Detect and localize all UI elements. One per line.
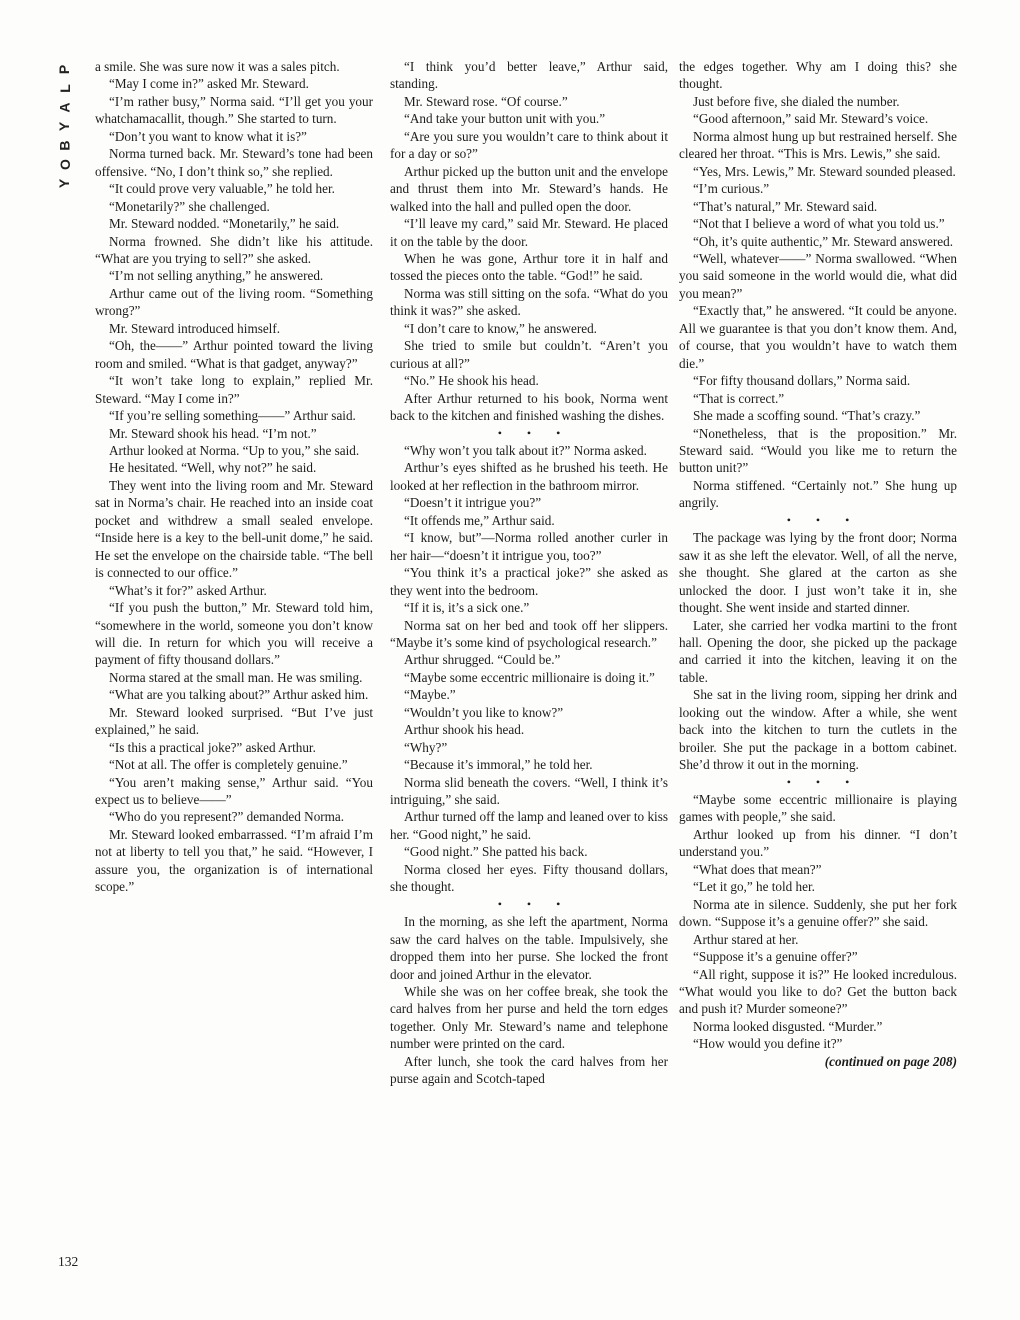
paragraph: “I’m not selling anything,” he answered. xyxy=(109,268,324,284)
paragraph: Mr. Steward shook his head. “I’m not.” xyxy=(109,425,317,441)
paragraph: “Because it’s immoral,” he told her. xyxy=(404,757,593,773)
paragraph: Norma stiffened. “Certainly not.” She hung up angrily. xyxy=(679,477,957,511)
paragraph: Norma sat on her bed and took off her slippers. “Maybe it’s some kind of psychological research.” xyxy=(390,617,668,650)
paragraph: When he was gone, Arthur tore it in half and tossed the pieces onto the table. “God!” he said. xyxy=(390,250,668,284)
text-column-2 xyxy=(390,58,668,1088)
paragraph: “Good night.” She patted his back. xyxy=(404,844,588,860)
paragraph: Norma looked disgusted. “Murder.” xyxy=(693,1018,883,1034)
masthead-letter: L xyxy=(56,84,73,93)
paragraph: “Oh, it’s quite authentic,” Mr. Steward answered. xyxy=(693,233,954,249)
paragraph: Norma almost hung up but restrained herself. She cleared her throat. “This is Mrs. Lewis,” she said. xyxy=(679,128,957,162)
paragraph: “You aren’t making sense,” Arthur said. “You expect us to believe——” xyxy=(95,774,373,808)
paragraph: “May I come in?” asked Mr. Steward. xyxy=(109,76,309,92)
paragraph: Arthur looked up from his dinner. “I don’t understand you.” xyxy=(679,826,957,860)
paragraph: “Exactly that,” he answered. “It could be anyone. All we guarantee is that you don’t know them. And, of course, that you wouldn’t have to watch them die.” xyxy=(679,303,957,371)
paragraph: Arthur’s eyes shifted as he brushed his teeth. He looked at her reflection in the bathroom mirror. xyxy=(390,460,668,493)
section-separator: • • • xyxy=(786,774,861,789)
paragraph: Arthur came out of the living room. “Something wrong?” xyxy=(95,285,373,319)
paragraph: “Nonetheless, that is the proposition.” Mr. Steward said. “Would you like me to return the button unit?” xyxy=(679,425,957,476)
paragraph: He hesitated. “Well, why not?” he said. xyxy=(109,460,317,476)
paragraph: “I’ll leave my card,” said Mr. Steward. He placed it on the table by the door. xyxy=(390,216,668,249)
paragraph: Arthur stared at her. xyxy=(693,931,799,947)
paragraph: “Wouldn’t you like to know?” xyxy=(404,704,564,720)
paragraph: “If you’re selling something——” Arthur said. xyxy=(109,408,356,424)
masthead xyxy=(58,60,72,193)
paragraph: “You think it’s a practical joke?” she asked as they went into the bedroom. xyxy=(390,565,668,598)
paragraph: She tried to smile but couldn’t. “Aren’t you curious at all?” xyxy=(390,338,668,371)
paragraph: “I think you’d better leave,” Arthur said, standing. xyxy=(390,59,668,92)
paragraph: the edges together. Why am I doing this? she thought. xyxy=(679,59,957,92)
paragraph: “Let it go,” he told her. xyxy=(693,879,815,895)
paragraph: Mr. Steward looked surprised. “But I’ve just explained,” he said. xyxy=(95,704,373,738)
masthead-letter: Y xyxy=(56,178,73,189)
section-separator: • • • xyxy=(497,425,572,440)
paragraph: Norma ate in silence. Suddenly, she put her fork down. “Suppose it’s a genuine offer?” she said. xyxy=(679,896,957,930)
paragraph: “What’s it for?” asked Arthur. xyxy=(109,582,267,598)
paragraph: She made a scoffing sound. “That’s crazy.” xyxy=(693,408,921,424)
masthead-letter: P xyxy=(56,64,73,75)
masthead-letter: Y xyxy=(56,121,73,132)
masthead-letter: A xyxy=(56,102,73,113)
paragraph: “Monetarily?” she challenged. xyxy=(109,198,270,214)
paragraph: “Are you sure you wouldn’t care to think about it for a day or so?” xyxy=(390,128,668,162)
paragraph: After lunch, she took the card halves from her purse again and Scotch-taped xyxy=(390,1053,668,1087)
paragraph: Norma turned back. Mr. Steward’s tone had been offensive. “No, I don’t think so,” she replied. xyxy=(95,146,373,179)
page-number: 132 xyxy=(58,1254,79,1269)
paragraph: “It won’t take long to explain,” replied Mr. Steward. “May I come in?” xyxy=(95,373,373,406)
paragraph: “Suppose it’s a genuine offer?” xyxy=(693,949,858,965)
paragraph: “It offends me,” Arthur said. xyxy=(404,512,555,528)
paragraph: Arthur shrugged. “Could be.” xyxy=(404,652,561,668)
paragraph: “That is correct.” xyxy=(693,390,785,406)
paragraph: a smile. She was sure now it was a sales pitch. xyxy=(95,59,340,74)
paragraph: Norma stared at the small man. He was smiling. xyxy=(109,669,363,685)
paragraph: “For fifty thousand dollars,” Norma said. xyxy=(693,373,911,389)
paragraph: Arthur looked at Norma. “Up to you,” she said. xyxy=(109,442,360,458)
paragraph: “If you push the button,” Mr. Steward told him, “somewhere in the world, someone you don’t know will die. In return for which you will receive a payment of fifty thousand dollars.” xyxy=(95,600,373,668)
paragraph: Mr. Steward nodded. “Monetarily,” he said. xyxy=(109,216,340,232)
paragraph: “Not that I believe a word of what you told us.” xyxy=(693,216,945,232)
paragraph: “Good afternoon,” said Mr. Steward’s voice. xyxy=(693,111,929,127)
paragraph: In the morning, as she left the apartment, Norma saw the card halves on the table. Impulsively, she dropped them into her purse. She locked the front door and joined Arthur in the elevator. xyxy=(390,914,668,982)
paragraph: Norma slid beneath the covers. “Well, I think it’s intriguing,” she said. xyxy=(390,774,668,808)
masthead-letter: B xyxy=(56,140,73,151)
paragraph: “Maybe some eccentric millionaire is doing it.” xyxy=(404,669,655,685)
paragraph: “What are you talking about?” Arthur asked him. xyxy=(109,687,369,703)
section-separator: • • • xyxy=(497,896,572,911)
paragraph: “Maybe.” xyxy=(404,687,456,703)
paragraph: “Not at all. The offer is completely genuine.” xyxy=(109,757,348,773)
paragraph: “Is this a practical joke?” asked Arthur. xyxy=(109,739,316,755)
paragraph: “Maybe some eccentric millionaire is playing games with people,” she said. xyxy=(679,792,957,825)
paragraph: “I know, but”—Norma rolled another curler in her hair—“doesn’t it intrigue you, too?” xyxy=(390,530,668,563)
paragraph: “Why won’t you talk about it?” Norma asked. xyxy=(404,442,647,458)
paragraph: The package was lying by the front door; Norma saw it as she left the elevator. Well, of all the nerve, she thought. She glared at the carton as she unlocked the door. I just won’t take it in, she thought. She went inside and started dinner. xyxy=(679,530,957,616)
paragraph: “I’m curious.” xyxy=(693,181,770,197)
section-separator: • • • xyxy=(786,512,861,527)
paragraph: “That’s natural,” Mr. Steward said. xyxy=(693,198,878,214)
paragraph: “Don’t you want to know what it is?” xyxy=(109,128,307,144)
paragraph: Mr. Steward looked embarrassed. “I’m afraid I’m not at liberty to tell you that,” he said. “However, I assure you, the organization is of international scope.” xyxy=(95,826,373,895)
paragraph: “No.” He shook his head. xyxy=(404,373,539,389)
paragraph: After Arthur returned to his book, Norma went back to the kitchen and finished washing the dishes. xyxy=(390,390,668,424)
paragraph: Arthur turned off the lamp and leaned over to kiss her. “Good night,” he said. xyxy=(390,809,668,842)
paragraph: Mr. Steward introduced himself. xyxy=(109,320,281,336)
paragraph: “All right, suppose it is?” He looked incredulous. “What would you like to do? Get the button back and push it? Murder someone?” xyxy=(679,966,957,1017)
paragraph: Norma was still sitting on the sofa. “What do you think it was?” she asked. xyxy=(390,285,668,319)
paragraph: “I’m rather busy,” Norma said. “I’ll get you your whatchamacallit, though.” She started to turn. xyxy=(95,93,373,127)
text-column-1 xyxy=(95,58,373,896)
paragraph: Mr. Steward rose. “Of course.” xyxy=(404,93,568,109)
paragraph: “It could prove very valuable,” he told her. xyxy=(109,181,335,197)
paragraph: Arthur shook his head. xyxy=(404,722,525,738)
paragraph: While she was on her coffee break, she took the card halves from her purse and held the torn edges together. Only Mr. Steward’s name and telephone number were printed on the card. xyxy=(390,984,668,1052)
paragraph: Norma frowned. She didn’t like his attitude. “What are you trying to sell?” she asked. xyxy=(95,233,373,266)
text-column-3 xyxy=(679,58,957,1070)
paragraph: Just before five, she dialed the number. xyxy=(693,93,900,109)
paragraph: “Oh, the——” Arthur pointed toward the living room and smiled. “What is that gadget, anyway?” xyxy=(95,338,373,371)
paragraph: Arthur picked up the button unit and the envelope and thrust them into Mr. Steward’s hands. He walked into the hall and pulled open the door. xyxy=(390,163,668,214)
paragraph: “I don’t care to know,” he answered. xyxy=(404,320,597,336)
paragraph: “If it is, it’s a sick one.” xyxy=(404,600,530,616)
paragraph: “Well, whatever——” Norma swallowed. “When you said someone in the world would die, what did you mean?” xyxy=(679,250,957,301)
paragraph: “Why?” xyxy=(404,739,448,755)
paragraph: “Who do you represent?” demanded Norma. xyxy=(109,809,345,825)
paragraph: They went into the living room and Mr. Steward sat in Norma’s chair. He reached into an inside coat pocket and withdrew a small sealed envelope. “Inside here is a key to the bell-unit dome,” he said. He set the envelope on the chairside table. “The bell is connected to our office.” xyxy=(95,477,373,581)
masthead-letter: O xyxy=(56,159,73,170)
paragraph: “Doesn’t it intrigue you?” xyxy=(404,495,542,511)
continued-note: (continued on page 208) xyxy=(824,1053,957,1069)
paragraph: “And take your button unit with you.” xyxy=(404,111,606,127)
paragraph: “Yes, Mrs. Lewis,” Mr. Steward sounded pleased. xyxy=(693,163,956,179)
paragraph: “How would you define it?” xyxy=(693,1036,843,1052)
paragraph: Norma closed her eyes. Fifty thousand dollars, she thought. xyxy=(390,861,668,895)
paragraph: “What does that mean?” xyxy=(693,861,822,877)
paragraph: Later, she carried her vodka martini to the front hall. Opening the door, she picked up the package and carried it into the kitchen, leaving it on the table. xyxy=(679,617,957,685)
paragraph: She sat in the living room, sipping her drink and looking out the window. After a while, she went back into the kitchen to turn the cutlets in the broiler. She put the package in a bottom cabinet. She’d throw it out in the morning. xyxy=(679,687,957,773)
